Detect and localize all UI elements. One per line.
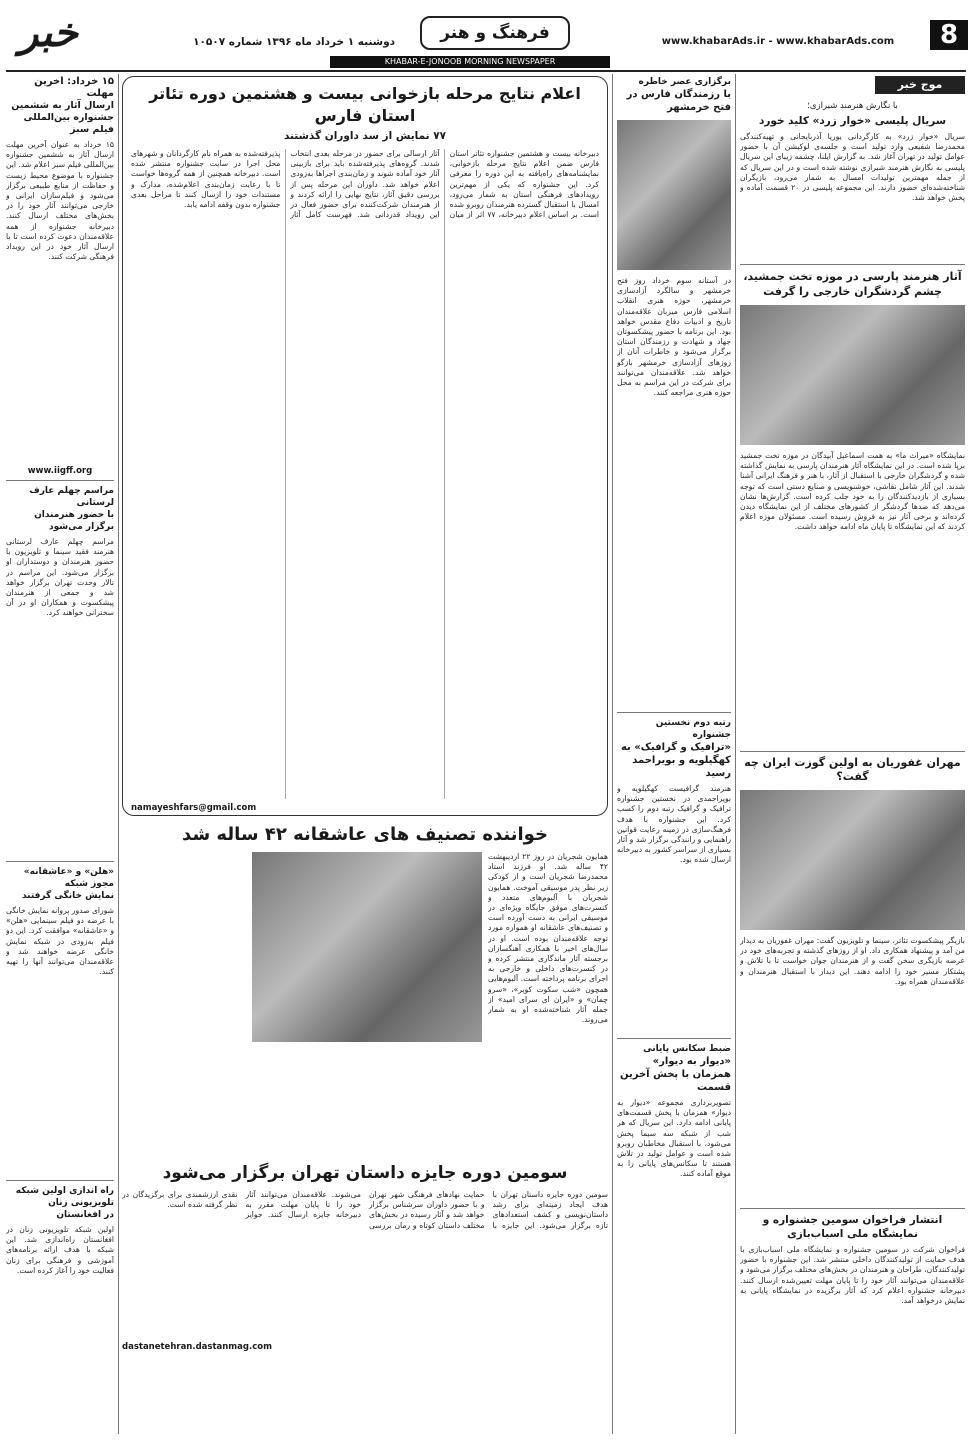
- item2-title[interactable]: آثار هنرمند پارسی در موزه تخت جمشید، چشم گردشگران خارجی را گرفت: [743, 270, 962, 298]
- lead-subtitle: ۷۷ نمایش از سد داوران گذشتند: [283, 130, 447, 142]
- col-divider-1: [735, 74, 736, 1434]
- site-url[interactable]: www.khabarAds.ir - www.khabarAds.com: [661, 36, 895, 47]
- issue-date-line: دوشنبه ۱ خرداد ماه ۱۳۹۶ شماره ۱۰۵۰۷: [193, 36, 395, 48]
- s4-title[interactable]: راه اندازی اولین شبکه: [15, 1186, 114, 1196]
- h1-title[interactable]: با رزمندگان فارس در فتح خرمشهر: [626, 89, 731, 113]
- lead-body: دبیرخانه بیست و هشتمین جشنواره تئاتر استان فارس ضمن اعلام نتایج مرحله بازخوانی، نمایشنامه‌های راه‌یافته به این دوره را معرفی کرد. این جشنواره که یکی از مهم‌ترین رویدادهای فرهنگی استان به شمار می‌رود، امسال با استقبال گسترده هنرمندان روبرو شده است. بر اساس اعلام دبیرخانه، ۷۷ اثر از میان آثار ارسالی برای حضور در مرحله بعدی انتخاب شدند. گروه‌های پذیرفته‌شده باید برای بازبینی آثار خود آماده شوند و زمان‌بندی اجراها به‌زودی اعلام خواهد شد. داوران این مرحله پس از بررسی دقیق آثار، نتایج نهایی را ارائه کردند و از هنرمندان شرکت‌کننده برای حضور فعال در این رویداد قدردانی شد. فهرست کامل آثار پذیرفته‌شده به همراه نام کارگردانان و شهرهای محل اجرا در سایت جشنواره منتشر شده است. دبیرخانه همچنین از همه گروه‌ها خواست تا با رعایت زمان‌بندی اعلام‌شده، مدارک و مستندات خود را ارسال کنند تا مراحل بعدی جشنواره بدون وقفه ادامه یابد.: [131, 149, 599, 220]
- lead-story-box: [122, 76, 608, 816]
- item-rule: [6, 1180, 114, 1181]
- s3-body: شورای صدور پروانه نمایش خانگی با عرضه دو فیلم سینمایی «هلن» و «عاشقانه» موافقت کرد. این دو فیلم به‌زودی در شبکه نمایش خانگی عرضه خواهند شد و علاقه‌مندان می‌توانند آنها را تهیه کنند.: [6, 906, 114, 977]
- s3-title-2: مجوز شبکه: [64, 879, 114, 889]
- s1-title[interactable]: ۱۵ خرداد: آخرین مهلت: [34, 76, 114, 99]
- item-rule: [740, 1208, 965, 1209]
- s2-title-2: با حضور هنرمندان: [34, 510, 114, 520]
- s1-title-4: فیلم سبز: [70, 124, 114, 135]
- item2-photo: [740, 305, 965, 445]
- h1-kicker: برگزاری عصر خاطره: [638, 77, 731, 87]
- lead-title[interactable]: اعلام نتایج مرحله بازخوانی بیست و هشتمین دوره تئاتر استان فارس: [149, 84, 581, 125]
- item-rule: [617, 712, 731, 713]
- item-rule: [6, 480, 114, 481]
- story3-title[interactable]: سومین دوره جایزه داستان تهران برگزار می‌شود: [162, 1163, 568, 1183]
- right-column: [740, 76, 965, 1436]
- s2-body: مراسم چهلم عارف لرستانی هنرمند فقید سینما و تلویزیون با حضور هنرمندان و دوستداران او برگزار می‌شود. این مراسم در تالار وحدت تهران برگزار خواهد شد و جمعی از هنرمندان پیشکسوت و همکاران او در آن سخنرانی خواهند کرد.: [6, 537, 114, 618]
- item1-title[interactable]: سریال پلیسی «خوار زرد» کلید خورد: [758, 115, 947, 127]
- s1-url[interactable]: www.iigff.org: [27, 466, 93, 476]
- s2-title[interactable]: مراسم چهلم عارف لرستانی: [29, 486, 114, 508]
- h2-title[interactable]: «ترافیک و گرافیک» به کهگیلویه و بویراحمد رسید: [620, 742, 731, 779]
- s4-title-3: در افغانستان: [56, 1210, 114, 1220]
- story2-body-cont: [126, 852, 246, 1152]
- col-divider-3: [118, 74, 119, 1434]
- box-title-mowj-khabar: موج خبر: [875, 76, 965, 94]
- s4-body: اولین شبکه تلویزیونی زنان در افغانستان راه‌اندازی شد. این شبکه با هدف ارائه برنامه‌های آموزشی و فرهنگی برای زنان فعالیت خود را آغاز کرده است.: [6, 1225, 114, 1275]
- newspaper-logo: خبر: [19, 9, 78, 56]
- item4-title[interactable]: انتشار فراخوان سومین جشنواره و نمایشگاه ملی اسباب‌بازی: [762, 1214, 943, 1240]
- lead-email[interactable]: namayeshfars@gmail.com: [131, 803, 257, 813]
- item-rule: [740, 751, 965, 752]
- item4-body: فراخوان شرکت در سومین جشنواره و نمایشگاه ملی اسباب‌بازی با هدف حمایت از تولیدکنندگان داخلی منتشر شد. این جشنواره با حضور تولیدکنندگان، طراحان و هنرمندان در بخش‌های مختلف برگزار می‌شود و علاقه‌مندان می‌توانند آثار خود را تا پایان مهلت تعیین‌شده ارسال کنند. دبیرخانه جشنواره اعلام کرد که آثار برگزیده در نمایشگاه پایانی به نمایش درخواهد آمد.: [740, 1245, 965, 1306]
- item2-body: نمایشگاه «میراث ما» به همت اسماعیل آبیدگان در موزه تخت جمشید برپا شده است. در این نمایشگاه آثار هنرمندان پارسی به نمایش گذاشته شده و گردشگران خارجی با استقبال از آثار، با هنر و فرهنگ ایرانی آشنا شدند. این آثار شامل نقاشی، خوشنویسی و صنایع دستی است که توجه بسیاری از بازدیدکنندگان را به خود جلب کرده است. گزارش‌ها نشان می‌دهد که صدها گردشگر از کشورهای مختلف از این نمایشگاه دیدن کرده‌اند و برخی آثار نیز به فروش رسیده است. مسئولان موزه اعلام کردند که این نمایشگاه تا پایان ماه ادامه خواهد داشت.: [740, 451, 965, 532]
- s1-title-3: جشنواره بین‌المللی: [23, 112, 114, 123]
- section-title: فرهنگ و هنر: [420, 16, 570, 50]
- h2-body: هنرمند گرافیست کهگیلویه و بویراحمدی در نخستین جشنواره ترافیک و گرافیک رتبه دوم را کسب کرد. این جشنواره با هدف فرهنگ‌سازی در زمینه رعایت قوانین راهنمایی و رانندگی برگزار شد و آثار بسیاری از سراسر کشور به دبیرخانه ارسال شده بود.: [617, 784, 731, 865]
- newspaper-subtitle: KHABAR-E-JONOOB MORNING NEWSPAPER: [330, 56, 610, 68]
- h2-kicker: رتبه دوم نخستین جشنواره: [655, 718, 731, 740]
- poster-image: [617, 120, 731, 270]
- s2-title-3: برگزار می‌شود: [49, 522, 114, 532]
- singer-photo: [252, 852, 482, 1042]
- item1-kicker: با نگارش هنرمند شیرازی؛: [807, 101, 898, 111]
- item-rule: [740, 264, 965, 265]
- story2-title[interactable]: خواننده تصنیف های عاشقانه ۴۲ ساله شد: [182, 824, 548, 845]
- s3-title[interactable]: «هلن» و «عاشقانه»: [23, 867, 114, 877]
- left-column: [6, 76, 114, 1436]
- item3-photo: [740, 790, 965, 930]
- s3-title-3: نمایش خانگی گرفتند: [21, 891, 114, 901]
- h3-body: تصویربرداری مجموعه «دیوار به دیوار» همزمان با پخش قسمت‌های پایانی ادامه دارد. این سریال که هر شب از شبکه سه سیما پخش می‌شود، با استقبال مخاطبان روبرو شده است و عوامل تولید در تلاش هستند تا سکانس‌های پایانی را به موقع آماده کنند.: [617, 1098, 731, 1179]
- s1-body: ۱۵ خرداد به عنوان آخرین مهلت ارسال آثار به ششمین جشنواره بین‌المللی فیلم سبز اعلام شد. این جشنواره با موضوع محیط زیست و حفاظت از منابع طبیعی برگزار می‌شود و فیلم‌سازان ایرانی و خارجی می‌توانند آثار خود را در بخش‌های مختلف ارسال کنند. دبیرخانه جشنواره از همه علاقه‌مندان دعوت کرده است تا با ارسال آثار خود در این رویداد فرهنگی شرکت کنند.: [6, 140, 114, 262]
- second-column: [617, 76, 731, 1436]
- item-rule: [6, 861, 114, 862]
- main-column: [122, 76, 608, 1436]
- s1-title-2: ارسال آثار به ششمین: [11, 100, 114, 111]
- s4-title-2: تلویزیونی زنان: [48, 1198, 114, 1208]
- item3-body: بازیگر پیشکسوت تئاتر، سینما و تلویزیون گفت: مهران غفوریان به دیدار من آمد و پیشنهاد همکاری داد. او از روزهای گذشته و تجربه‌های خود در عرصه بازیگری سخن گفت و از هنرمندان جوان خواست تا با تلاش و پشتکار مسیر خود را ادامه دهند. این دیدار با استقبال هنرمندان و علاقه‌مندان همراه بود.: [740, 936, 965, 986]
- story2-content: [122, 852, 608, 1152]
- header-rule: [6, 70, 966, 72]
- item1-body: سریال «خوار زرد» به کارگردانی یوریا آذربایجانی و تهیه‌کنندگی محمدرضا شفیعی وارد تولید است و جلسه‌ی لوکیشن آن با حضور عوامل تولید در تهران آغاز شد. به گزارش ایلنا، چشمه زیبای این سریال پلیسی به نگارش هنرمند شیرازی نوشته شده است و در این سریال که از جمله مهمترین تولیدات امسال به شمار می‌رود، بازیگران شناخته‌شده‌ای حضور دارند. این مجموعه پلیسی در ۲۰ قسمت آماده و پخش خواهد شد.: [740, 132, 965, 203]
- page-number: 8: [930, 20, 968, 50]
- item-rule: [617, 1038, 731, 1039]
- h3-title[interactable]: «دیوار به دیوار» همزمان با پخش آخرین قسمت: [619, 1056, 731, 1093]
- story3-body: سومین دوره جایزه داستان تهران با هدف ایجاد زمینه‌ای برای رشد داستان‌نویسی و کشف استعدادهای تازه برگزار می‌شود. این جایزه با حمایت نهادهای فرهنگی شهر تهران و با حضور داوران سرشناس برگزار خواهد شد و آثار رسیده در بخش‌های مختلف داستان کوتاه و رمان بررسی می‌شوند. علاقه‌مندان می‌توانند آثار خود را تا پایان مهلت مقرر به دبیرخانه جایزه ارسال کنند. جوایز نقدی ارزشمندی برای برگزیدگان در نظر گرفته شده است.: [122, 1190, 608, 1230]
- story3-email[interactable]: dastanetehran.dastanmag.com: [122, 1342, 272, 1352]
- h1-body: در آستانه سوم خرداد روز فتح خرمشهر و سالگرد آزادسازی خرمشهر، حوزه هنری انقلاب اسلامی فارس میزبان علاقه‌مندان تاریخ و ادبیات دفاع مقدس خواهد بود. این برنامه با حضور پیشکسوتان جهاد و شهادت و رزمندگان استان برگزار می‌شود و خاطرات آنان از روزهای آزادسازی خرمشهر بازگو خواهد شد. علاقه‌مندان می‌توانند برای شرکت در این مراسم به محل حوزه هنری مراجعه کنند.: [617, 276, 731, 398]
- h3-kicker: ضبط سکانس پایانی: [643, 1044, 731, 1054]
- story2-body: همایون شجریان در روز ۲۲ اردیبهشت ۴۲ ساله شد. او فرزند استاد محمدرضا شجریان است و از کودکی زیر نظر پدر موسیقی آموخت. همایون شجریان با آلبوم‌های متعدد و کنسرت‌های موفق جایگاه ویژه‌ای در موسیقی ایرانی به دست آورده است و تصنیف‌های عاشقانه او همواره مورد توجه علاقه‌مندان بوده است. او در سال‌های اخیر با همکاری آهنگسازان برجسته آثار ماندگاری منتشر کرده و در کنسرت‌های داخلی و خارجی به اجرای برنامه پرداخته است. آلبوم‌هایی همچون «شب سکوت کویر»، «سرو چمان» و «ایران ای سرای امید» از جمله آثار شناخته‌شده او به شمار می‌روند.: [488, 852, 608, 1025]
- item3-title[interactable]: مهران غفوریان به اولین گوزت ایران چه گفت؟: [744, 756, 961, 783]
- col-divider-2: [612, 74, 613, 1434]
